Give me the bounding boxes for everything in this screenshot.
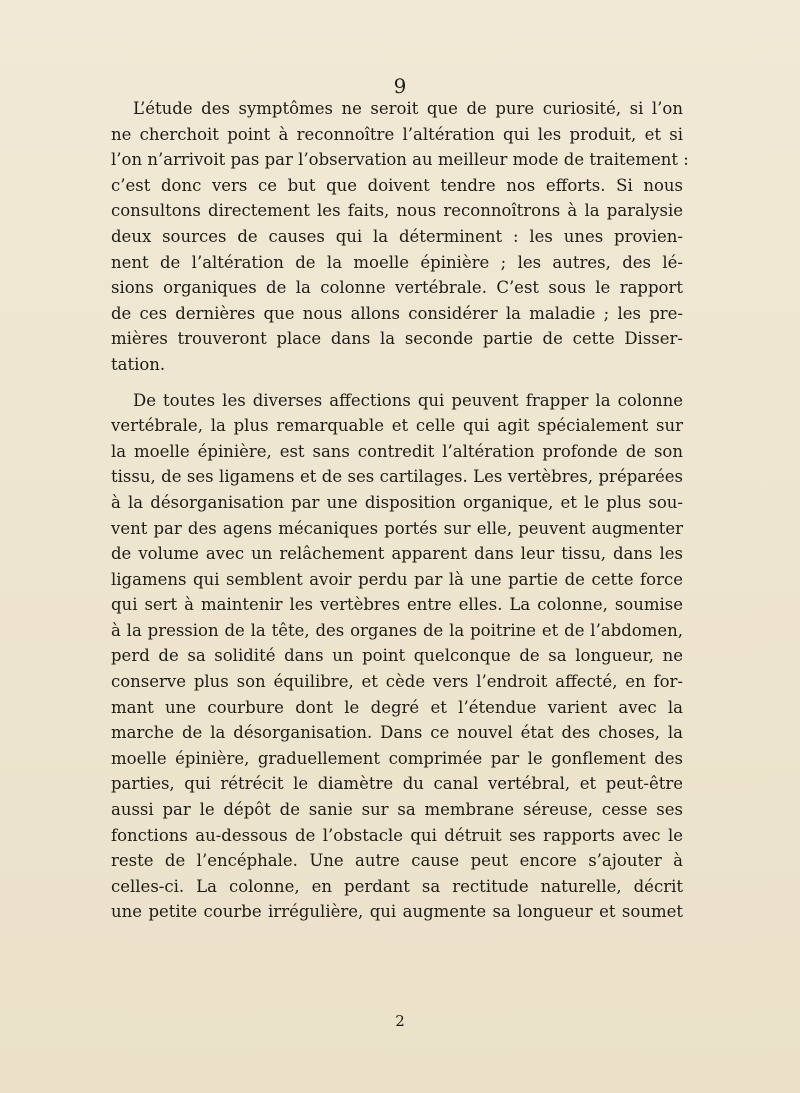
paragraph-1 xyxy=(111,96,689,378)
text-line: vent par des agens mécaniques portés sur elle, peuvent augmenter xyxy=(111,518,683,538)
text-line: L’étude des symptômes ne seroit que de pure curiosité, si l’on xyxy=(133,99,683,118)
text-line: vertébrale, la plus remarquable et celle qui agit spécialement sur xyxy=(111,416,683,436)
text-line: à la désorganisation par une disposition organique, et le plus sou- xyxy=(111,492,683,512)
text-line: c’est donc vers ce but que doivent tendre nos efforts. Si nous xyxy=(111,175,683,195)
text-line: consultons directement les faits, nous reconnoîtrons à la paralysie xyxy=(111,201,683,221)
text-line: à la pression de la tête, des organes de la poitrine et de l’abdomen, xyxy=(111,620,683,640)
signature-mark: 2 xyxy=(395,1012,405,1030)
text-line: qui sert à maintenir les vertèbres entre elles. La colonne, soumise xyxy=(111,595,683,615)
text-line: mant une courbure dont le degré et l’étendue varient avec la xyxy=(111,697,683,717)
text-line: sions organiques de la colonne vertébrale. C’est sous le rapport xyxy=(111,278,683,298)
paragraph-2 xyxy=(111,388,683,925)
text-line: nent de l’altération de la moelle épinière ; les autres, des lé- xyxy=(111,252,683,272)
text-line: la moelle épinière, est sans contredit l’altération profonde de son xyxy=(111,441,683,461)
text-line: tissu, de ses ligamens et de ses cartilages. Les vertèbres, préparées xyxy=(111,467,683,487)
page-number: 9 xyxy=(393,74,407,98)
text-line: parties, qui rétrécit le diamètre du canal vertébral, et peut-être xyxy=(111,774,683,794)
text-line: aussi par le dépôt de sanie sur sa membrane séreuse, cesse ses xyxy=(111,800,683,820)
text-line: celles-ci. La colonne, en perdant sa rectitude naturelle, décrit xyxy=(111,876,683,896)
text-line: mières trouveront place dans la seconde partie de cette Disser- xyxy=(111,329,683,349)
text-line: De toutes les diverses affections qui peuvent frapper la colonne xyxy=(133,390,683,410)
text-line: l’on n’arrivoit pas par l’observation au meilleur mode de traitement : xyxy=(111,150,689,170)
text-line: une petite courbe irrégulière, qui augmente sa longueur et soumet xyxy=(111,902,683,922)
text-line: moelle épinière, graduellement comprimée par le gonflement des xyxy=(111,748,683,768)
text-line: deux sources de causes qui la déterminent : les unes provien- xyxy=(111,226,683,246)
text-line: marche de la désorganisation. Dans ce nouvel état des choses, la xyxy=(111,723,683,743)
text-line: perd de sa solidité dans un point quelconque de sa longueur, ne xyxy=(111,646,683,666)
text-line: reste de l’encéphale. Une autre cause peut encore s’ajouter à xyxy=(111,851,683,871)
text-line: tation. xyxy=(111,354,166,374)
text-line: de ces dernières que nous allons considérer la maladie ; les pre- xyxy=(111,303,683,323)
text-line: conserve plus son équilibre, et cède vers l’endroit affecté, en for- xyxy=(111,672,683,692)
text-line: ligamens qui semblent avoir perdu par là une partie de cette force xyxy=(111,569,683,589)
text-line: de volume avec un relâchement apparent dans leur tissu, dans les xyxy=(111,544,683,564)
text-line: fonctions au-dessous de l’obstacle qui détruit ses rapports avec le xyxy=(111,825,683,845)
text-line: ne cherchoit point à reconnoître l’altération qui les produit, et si xyxy=(111,124,683,144)
body-text xyxy=(111,96,689,925)
